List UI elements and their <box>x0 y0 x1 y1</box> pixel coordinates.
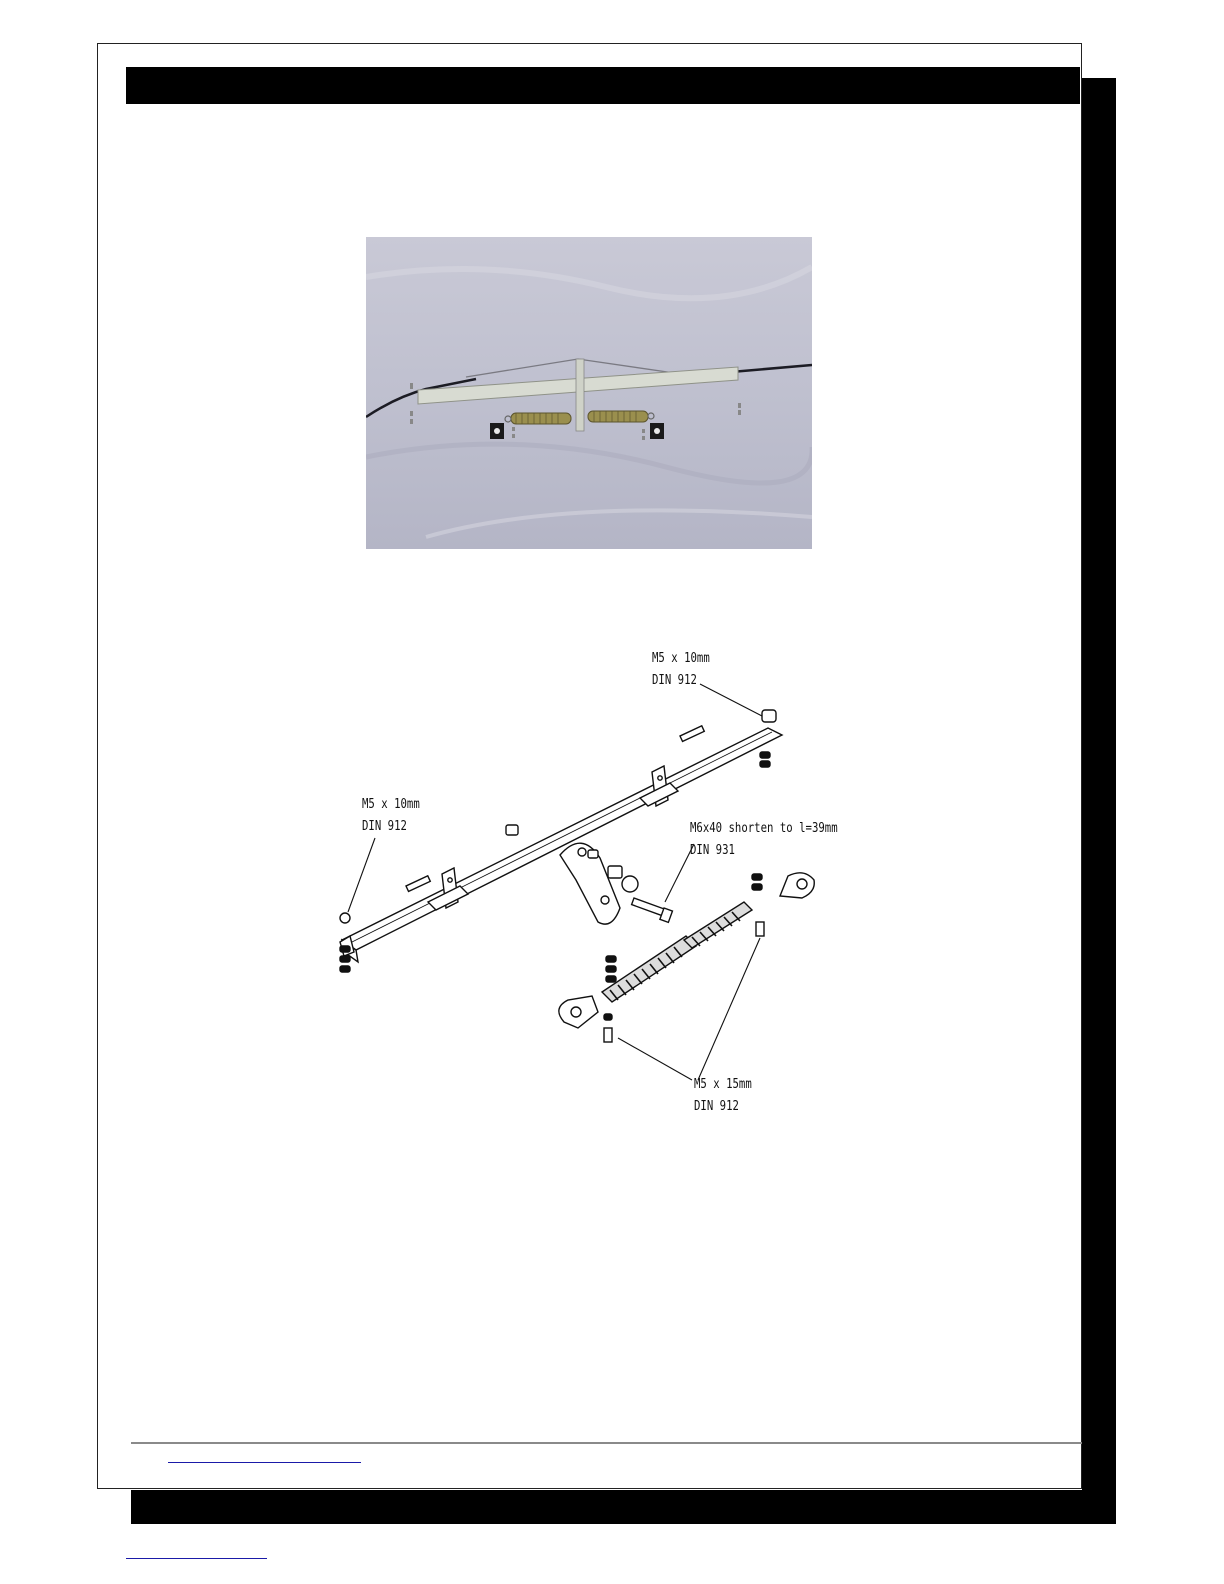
page-shadow-bottom <box>131 1490 1116 1524</box>
footer-link[interactable] <box>168 1462 361 1463</box>
callout-top-line1: M5 x 10mm <box>652 651 710 666</box>
callout-bottom-line1: M5 x 15mm <box>694 1077 752 1092</box>
callout-mid-line1: M6x40 shorten to l=39mm <box>690 821 838 836</box>
bottom-link[interactable] <box>126 1558 267 1559</box>
header-bar <box>126 67 1080 104</box>
callout-mid-line2: DIN 931 <box>690 843 735 858</box>
callout-top <box>652 648 710 692</box>
callout-left <box>362 794 420 838</box>
callout-bottom-line2: DIN 912 <box>694 1099 739 1114</box>
callout-bottom <box>694 1074 752 1118</box>
assembly-photo <box>366 237 812 549</box>
callout-mid <box>690 818 838 862</box>
callout-left-line2: DIN 912 <box>362 819 407 834</box>
callout-top-line2: DIN 912 <box>652 673 697 688</box>
exploded-drawing-image <box>320 640 860 1130</box>
footer-rule <box>131 1442 1082 1444</box>
exploded-drawing <box>320 640 860 1130</box>
assembly-photo-image <box>366 237 812 549</box>
page-shadow-right <box>1082 78 1116 1524</box>
callout-left-line1: M5 x 10mm <box>362 797 420 812</box>
